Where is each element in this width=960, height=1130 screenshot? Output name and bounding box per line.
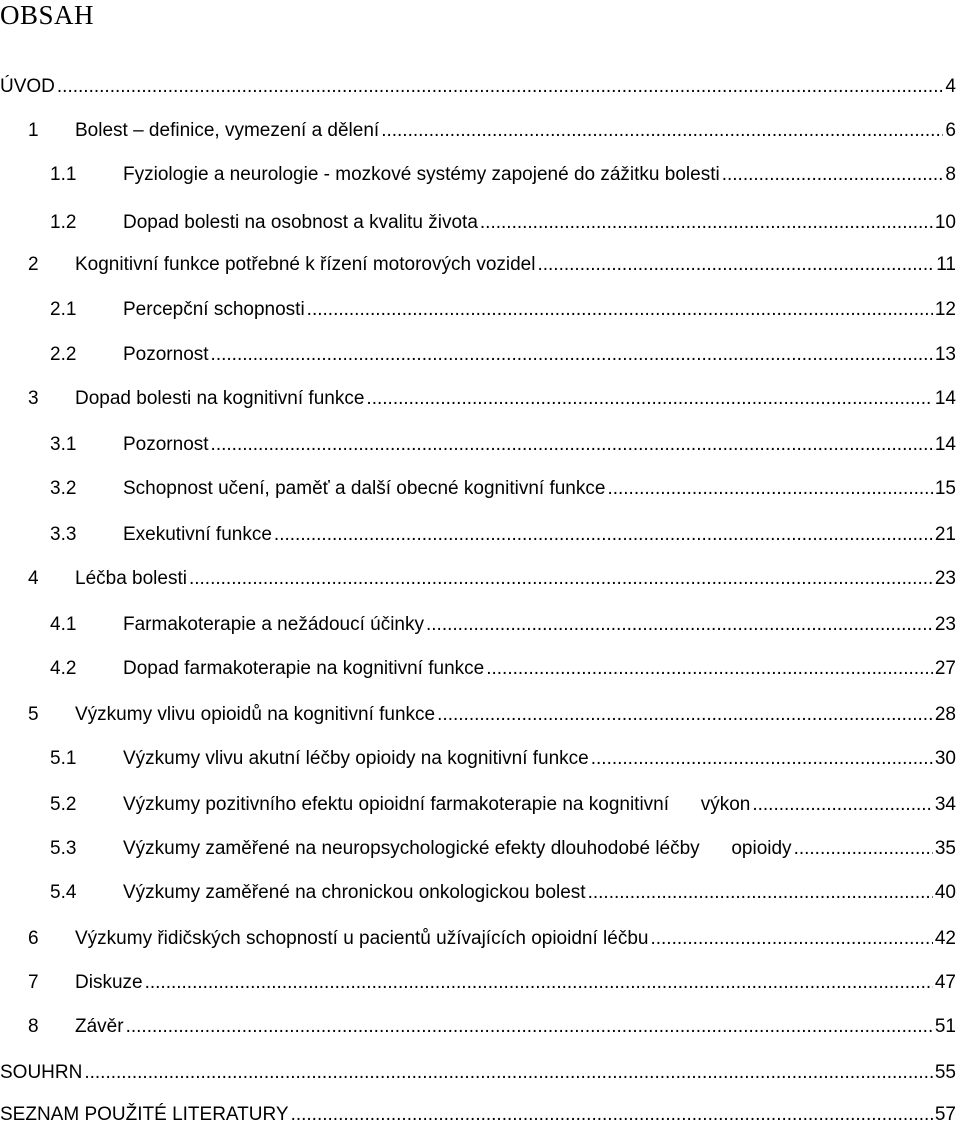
toc-entry-title: Dopad farmakoterapie na kognitivní funkce bbox=[123, 658, 485, 679]
toc-dot-leader bbox=[752, 790, 933, 820]
toc-dot-leader bbox=[426, 610, 933, 640]
toc-dot-leader bbox=[126, 1012, 933, 1042]
toc-entry-page: 51 bbox=[934, 1016, 956, 1037]
toc-entry[interactable] bbox=[0, 744, 956, 774]
toc-entry-title: SEZNAM POUŽITÉ LITERATURY bbox=[0, 1104, 289, 1125]
toc-entry-number: 2.1 bbox=[50, 299, 77, 320]
toc-entry-title: Kognitivní funkce potřebné k řízení motorových vozidel bbox=[75, 254, 536, 275]
toc-entry-page: 13 bbox=[934, 344, 956, 365]
toc-entry-number: 3 bbox=[28, 388, 39, 409]
toc-dot-leader bbox=[189, 564, 933, 594]
toc-entry[interactable] bbox=[0, 700, 956, 730]
toc-entry-page: 8 bbox=[945, 164, 956, 185]
toc-entry-title: Farmakoterapie a nežádoucí účinky bbox=[123, 614, 424, 635]
toc-entry-title: Exekutivní funkce bbox=[123, 524, 272, 545]
toc-entry[interactable] bbox=[0, 834, 956, 864]
toc-entry-title: Pozornost bbox=[123, 344, 209, 365]
toc-entry-page: 27 bbox=[934, 658, 956, 679]
toc-entry-page: 40 bbox=[934, 882, 956, 903]
toc-entry-title: Dopad bolesti na kognitivní funkce bbox=[75, 388, 365, 409]
toc-entry-number: 3.1 bbox=[50, 434, 77, 455]
toc-entry-number: 4.1 bbox=[50, 614, 77, 635]
toc-entry[interactable] bbox=[0, 564, 956, 594]
toc-entry-page: 6 bbox=[945, 120, 956, 141]
toc-entry[interactable] bbox=[0, 968, 956, 998]
toc-entry-number: 5 bbox=[28, 704, 39, 725]
toc-entry-number: 6 bbox=[28, 928, 39, 949]
toc-entry-number: 5.2 bbox=[50, 794, 77, 815]
toc-entry[interactable] bbox=[0, 160, 956, 190]
toc-entry-number: 5.1 bbox=[50, 748, 77, 769]
toc-entry-number: 1.2 bbox=[50, 212, 77, 233]
toc-entry[interactable] bbox=[0, 790, 956, 820]
toc-entry-title: Výzkumy vlivu opioidů na kognitivní funkce bbox=[75, 704, 436, 725]
toc-entry-number: 2.2 bbox=[50, 344, 77, 365]
toc-entry[interactable] bbox=[0, 250, 956, 280]
toc-entry-title: SOUHRN bbox=[0, 1062, 83, 1083]
toc-entry-page: 57 bbox=[934, 1104, 956, 1125]
toc-entry-page: 30 bbox=[934, 748, 956, 769]
toc-entry[interactable] bbox=[0, 474, 956, 504]
toc-entry-title: Fyziologie a neurologie - mozkové systémy zapojené do zážitku bolesti bbox=[123, 164, 720, 185]
toc-dot-leader bbox=[274, 520, 933, 550]
toc-entry-page: 35 bbox=[934, 838, 956, 859]
toc-dot-leader bbox=[84, 1058, 933, 1088]
toc-entry[interactable] bbox=[0, 430, 956, 460]
toc-entry-page: 10 bbox=[934, 212, 956, 233]
toc-entry-title: ÚVOD bbox=[0, 76, 55, 97]
toc-entry-number: 5.4 bbox=[50, 882, 77, 903]
toc-dot-leader bbox=[794, 834, 933, 864]
toc-entry[interactable] bbox=[0, 116, 956, 146]
toc-entry[interactable] bbox=[0, 340, 956, 370]
toc-entry-title: Schopnost učení, paměť a další obecné kognitivní funkce bbox=[123, 478, 606, 499]
toc-dot-leader bbox=[211, 430, 933, 460]
toc-entry-page: 42 bbox=[934, 928, 956, 949]
toc-dot-leader bbox=[486, 654, 933, 684]
toc-entry-title: Pozornost bbox=[123, 434, 209, 455]
toc-entry-number: 4 bbox=[28, 568, 39, 589]
toc-entry-page: 15 bbox=[934, 478, 956, 499]
toc-dot-leader bbox=[480, 208, 933, 238]
toc-dot-leader bbox=[145, 968, 933, 998]
toc-entry-page: 12 bbox=[934, 299, 956, 320]
toc-dot-leader bbox=[437, 700, 933, 730]
toc-entry-number: 1 bbox=[28, 120, 39, 141]
toc-entry-page: 23 bbox=[934, 568, 956, 589]
toc-entry-number: 5.3 bbox=[50, 838, 77, 859]
toc-dot-leader bbox=[537, 250, 934, 280]
toc-entry-page: 55 bbox=[934, 1062, 956, 1083]
toc-entry[interactable] bbox=[0, 1012, 956, 1042]
toc-entry-title: Léčba bolesti bbox=[75, 568, 187, 589]
page-title: OBSAH bbox=[0, 0, 95, 30]
toc-entry-title: Percepční schopnosti bbox=[123, 299, 305, 320]
toc-dot-leader bbox=[291, 1100, 933, 1130]
toc-entry-title: Výzkumy vlivu akutní léčby opioidy na kognitivní funkce bbox=[123, 748, 589, 769]
toc-entry-page: 14 bbox=[934, 434, 956, 455]
toc-entry-title: Výzkumy zaměřené na chronickou onkologickou bolest bbox=[123, 882, 586, 903]
toc-dot-leader bbox=[722, 160, 944, 190]
toc-dot-leader bbox=[650, 924, 932, 954]
toc-dot-leader bbox=[607, 474, 932, 504]
toc-entry-number: 4.2 bbox=[50, 658, 77, 679]
toc-entry[interactable] bbox=[0, 878, 956, 908]
toc-entry-number: 8 bbox=[28, 1016, 39, 1037]
toc-entry-page: 21 bbox=[934, 524, 956, 545]
toc-dot-leader bbox=[57, 72, 944, 102]
toc-entry[interactable] bbox=[0, 520, 956, 550]
toc-entry[interactable] bbox=[0, 654, 956, 684]
toc-entry-number: 2 bbox=[28, 254, 39, 275]
toc-entry-title: Dopad bolesti na osobnost a kvalitu života bbox=[123, 212, 478, 233]
toc-entry-page: 47 bbox=[934, 972, 956, 993]
toc-entry[interactable] bbox=[0, 924, 956, 954]
toc-entry[interactable] bbox=[0, 1100, 956, 1130]
toc-entry[interactable] bbox=[0, 72, 956, 102]
toc-entry-page: 28 bbox=[934, 704, 956, 725]
toc-entry-page: 14 bbox=[934, 388, 956, 409]
toc-dot-leader bbox=[381, 116, 943, 146]
toc-dot-leader bbox=[366, 384, 932, 414]
toc-entry[interactable] bbox=[0, 1058, 956, 1088]
toc-entry-title: Výzkumy zaměřené na neuropsychologické efekty dlouhodobé léčby opioidy bbox=[123, 838, 792, 859]
toc-entry-number: 7 bbox=[28, 972, 39, 993]
toc-entry[interactable] bbox=[0, 610, 956, 640]
toc-entry[interactable] bbox=[0, 384, 956, 414]
toc-entry-title: Výzkumy řidičských schopností u pacientů užívajících opioidní léčbu bbox=[75, 928, 649, 949]
toc-entry-title: Závěr bbox=[75, 1016, 124, 1037]
toc-entry[interactable] bbox=[0, 295, 956, 325]
toc-entry-number: 3.3 bbox=[50, 524, 77, 545]
toc-entry-page: 23 bbox=[934, 614, 956, 635]
toc-entry-title: Výzkumy pozitivního efektu opioidní farmakoterapie na kognitivní výkon bbox=[123, 794, 751, 815]
toc-entry-page: 4 bbox=[945, 76, 956, 97]
toc-dot-leader bbox=[588, 878, 933, 908]
toc-entry-page: 34 bbox=[934, 794, 956, 815]
toc-entry[interactable] bbox=[0, 208, 956, 238]
toc-entry-number: 1.1 bbox=[50, 164, 77, 185]
toc-entry-title: Bolest – definice, vymezení a dělení bbox=[75, 120, 380, 141]
toc-dot-leader bbox=[211, 340, 933, 370]
toc-entry-page: 11 bbox=[936, 254, 956, 275]
toc-dot-leader bbox=[307, 295, 933, 325]
toc-entry-title: Diskuze bbox=[75, 972, 143, 993]
toc-dot-leader bbox=[591, 744, 933, 774]
toc-entry-number: 3.2 bbox=[50, 478, 77, 499]
